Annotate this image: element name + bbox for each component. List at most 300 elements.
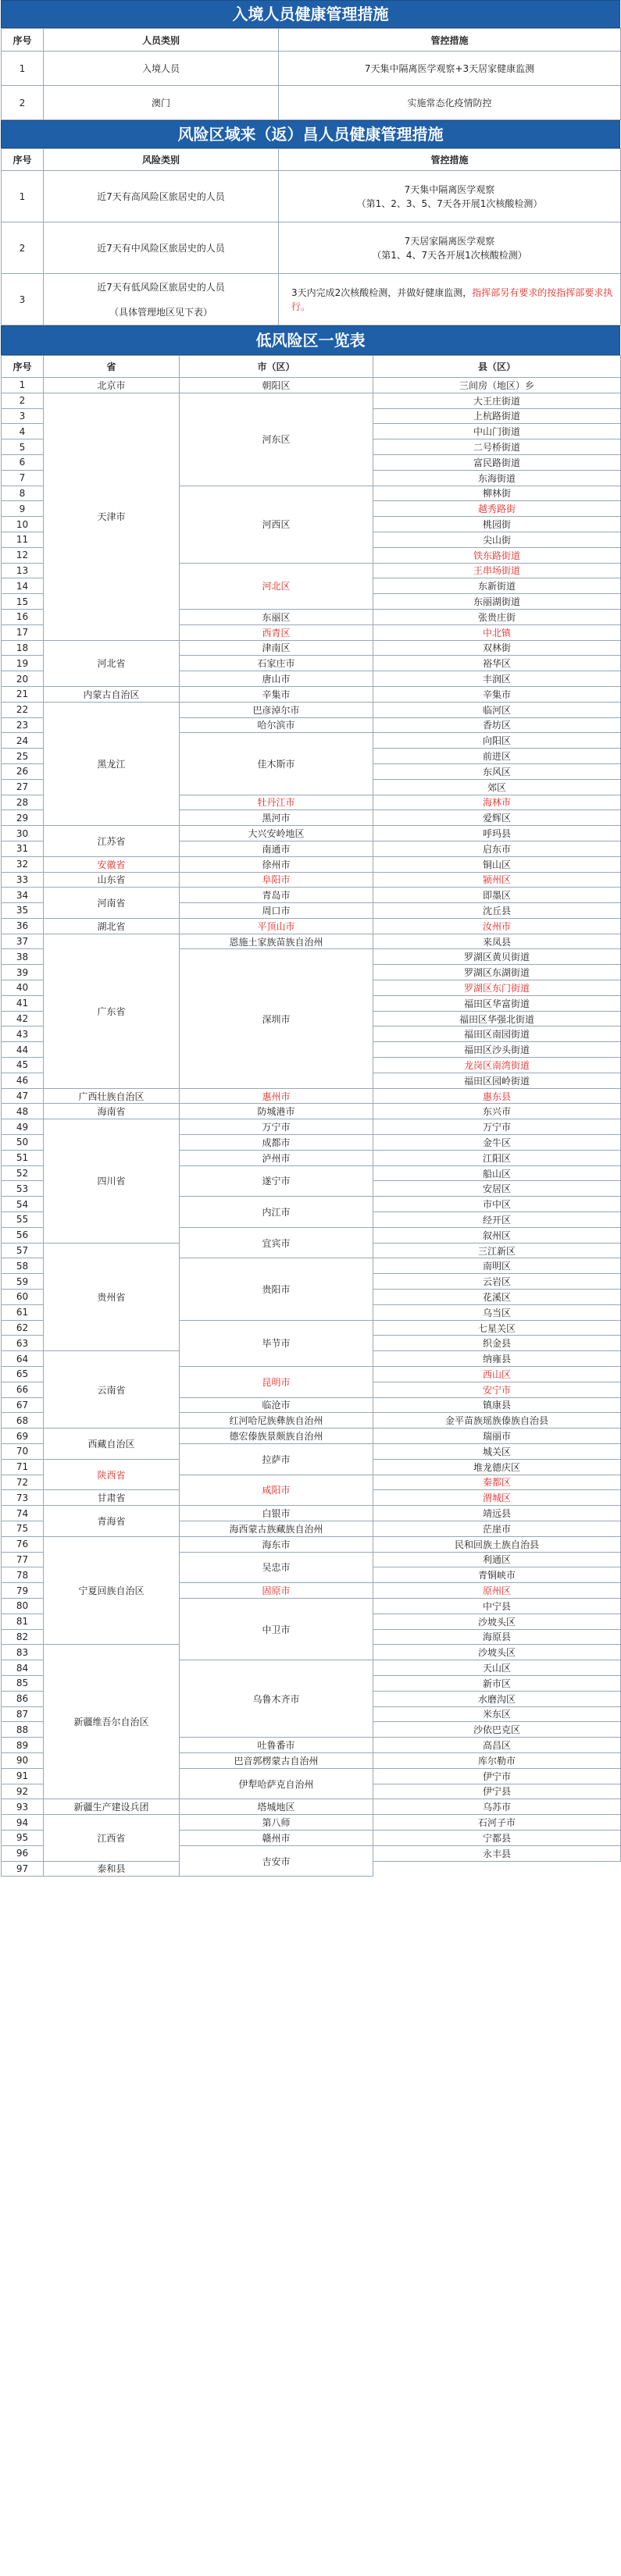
row-index: 79 [2, 1583, 44, 1599]
row-category: 澳门 [44, 86, 279, 120]
county-cell: 富民路街道 [373, 454, 621, 470]
province-cell: 江西省 [44, 1815, 180, 1861]
city-cell: 乌鲁木齐市 [180, 1660, 373, 1738]
policy-document [1, 0, 620, 1877]
row-index: 19 [2, 656, 44, 671]
county-cell: 前进区 [373, 749, 621, 764]
province-cell: 新疆生产建设兵团 [44, 1799, 180, 1815]
county-cell: 罗湖区东门街道 [373, 980, 621, 996]
row-index: 67 [2, 1397, 44, 1413]
county-cell: 东兴市 [373, 1104, 621, 1119]
city-cell: 佳木斯市 [180, 733, 373, 795]
table-row [2, 934, 621, 949]
city-cell: 河北区 [180, 563, 373, 609]
county-cell: 海林市 [373, 795, 621, 810]
county-cell: 海原县 [373, 1629, 621, 1645]
row-index: 1 [2, 52, 44, 86]
row-index: 12 [2, 547, 44, 563]
row-index: 22 [2, 702, 44, 717]
city-cell: 石家庄市 [180, 656, 373, 671]
county-cell: 秦都区 [373, 1475, 621, 1490]
measure-line: 7天居家隔离医学观察 [404, 235, 495, 247]
table-row [2, 640, 621, 656]
county-cell: 织金县 [373, 1336, 621, 1351]
county-cell: 库尔勒市 [373, 1752, 621, 1768]
row-index: 92 [2, 1784, 44, 1799]
county-cell: 中北镇 [373, 624, 621, 640]
row-index: 76 [2, 1536, 44, 1552]
row-index: 80 [2, 1598, 44, 1614]
table-row [2, 702, 621, 717]
county-cell: 云岩区 [373, 1274, 621, 1290]
table-row [2, 872, 621, 888]
county-cell: 中山门街道 [373, 424, 621, 439]
county-cell: 七星关区 [373, 1320, 621, 1336]
table-row [2, 222, 621, 274]
city-cell: 河东区 [180, 393, 373, 486]
row-index: 20 [2, 671, 44, 687]
row-index: 3 [2, 408, 44, 424]
province-cell: 甘肃省 [44, 1490, 180, 1506]
row-category [44, 274, 279, 326]
row-index: 18 [2, 640, 44, 656]
city-cell: 吉安市 [180, 1845, 373, 1877]
table-row [2, 1119, 621, 1135]
city-cell: 红河哈尼族彝族自治州 [180, 1413, 373, 1429]
city-cell: 平顶山市 [180, 918, 373, 934]
row-index: 61 [2, 1304, 44, 1320]
row-index: 33 [2, 872, 44, 888]
county-cell: 茫崖市 [373, 1521, 621, 1536]
city-cell: 第八师 [180, 1815, 373, 1831]
province-cell: 西藏自治区 [44, 1429, 180, 1460]
city-cell: 周口市 [180, 903, 373, 919]
row-index: 36 [2, 918, 44, 934]
row-index: 97 [2, 1861, 44, 1877]
category-text: 近7天有低风险区旅居史的人员 [97, 281, 225, 293]
county-cell: 镇康县 [373, 1397, 621, 1413]
county-cell: 江阳区 [373, 1150, 621, 1165]
county-cell: 乌当区 [373, 1304, 621, 1320]
province-cell: 广西壮族自治区 [44, 1088, 180, 1104]
row-index: 8 [2, 486, 44, 501]
city-cell: 临沧市 [180, 1397, 373, 1413]
row-index: 58 [2, 1258, 44, 1274]
county-cell: 罗湖区东湖街道 [373, 965, 621, 980]
city-cell: 吐鲁番市 [180, 1738, 373, 1753]
row-index: 68 [2, 1413, 44, 1429]
county-cell: 尖山街 [373, 532, 621, 547]
county-cell: 三江新区 [373, 1243, 621, 1258]
province-cell: 海南省 [44, 1104, 180, 1119]
city-cell: 徐州市 [180, 856, 373, 872]
city-cell: 万宁市 [180, 1119, 373, 1135]
county-cell: 来凤县 [373, 934, 621, 949]
table-row [2, 918, 621, 934]
row-index: 16 [2, 609, 44, 624]
city-cell: 河西区 [180, 486, 373, 563]
province-cell: 青海省 [44, 1506, 180, 1537]
province-cell: 北京市 [44, 378, 180, 393]
county-cell: 金平苗族瑶族傣族自治县 [373, 1413, 621, 1429]
county-cell: 大王庄街道 [373, 393, 621, 408]
row-index: 72 [2, 1475, 44, 1490]
province-cell: 河北省 [44, 640, 180, 686]
row-index: 86 [2, 1691, 44, 1706]
row-index: 1 [2, 171, 44, 222]
header-category: 风险类别 [44, 149, 279, 171]
row-index: 65 [2, 1367, 44, 1382]
city-cell: 巴音郭楞蒙古自治州 [180, 1752, 373, 1768]
row-measure: 实施常态化疫情防控 [279, 86, 621, 120]
row-index: 81 [2, 1614, 44, 1629]
county-cell: 市中区 [373, 1197, 621, 1212]
row-index: 37 [2, 934, 44, 949]
row-index: 69 [2, 1429, 44, 1444]
low-risk-table [1, 355, 621, 1877]
city-cell: 中卫市 [180, 1598, 373, 1660]
header-city: 市（区） [180, 356, 373, 378]
row-index: 43 [2, 1026, 44, 1042]
row-index: 96 [2, 1845, 44, 1861]
county-cell: 民和回族土族自治县 [373, 1536, 621, 1552]
county-cell: 罗湖区黄贝街道 [373, 949, 621, 965]
county-cell: 伊宁县 [373, 1784, 621, 1799]
county-cell: 香坊区 [373, 717, 621, 733]
row-index: 53 [2, 1181, 44, 1197]
province-cell: 内蒙古自治区 [44, 686, 180, 702]
row-measure [279, 274, 621, 326]
province-cell: 贵州省 [44, 1243, 180, 1351]
city-cell: 塔城地区 [180, 1799, 373, 1815]
header-measure: 管控措施 [279, 29, 621, 52]
county-cell: 桃园街 [373, 517, 621, 532]
table-row [2, 888, 621, 903]
county-cell: 爱辉区 [373, 810, 621, 826]
section3-header-row [2, 356, 621, 378]
county-cell: 上杭路街道 [373, 408, 621, 424]
measure-line: 7天集中隔离医学观察 [404, 183, 495, 195]
row-index: 78 [2, 1567, 44, 1583]
section2-title: 风险区域来（返）昌人员健康管理措施 [1, 120, 620, 148]
county-cell: 王串场街道 [373, 563, 621, 578]
row-index: 91 [2, 1768, 44, 1784]
row-index: 60 [2, 1290, 44, 1305]
table-row [2, 52, 621, 86]
county-cell: 叙州区 [373, 1227, 621, 1243]
row-index: 15 [2, 594, 44, 610]
city-cell: 泸州市 [180, 1150, 373, 1165]
row-index: 64 [2, 1351, 44, 1367]
city-cell: 赣州市 [180, 1830, 373, 1845]
city-cell: 海西蒙古族藏族自治州 [180, 1521, 373, 1536]
row-index: 28 [2, 795, 44, 810]
province-cell: 云南省 [44, 1351, 180, 1429]
city-cell: 恩施土家族苗族自治州 [180, 934, 373, 949]
province-cell: 江苏省 [44, 826, 180, 857]
county-cell: 船山区 [373, 1165, 621, 1181]
county-cell: 安宁市 [373, 1382, 621, 1397]
row-index: 55 [2, 1212, 44, 1228]
row-index: 82 [2, 1629, 44, 1645]
row-index: 89 [2, 1738, 44, 1753]
section1-title: 入境人员健康管理措施 [1, 0, 620, 28]
county-cell: 福田区华强北街道 [373, 1011, 621, 1026]
city-cell: 南通市 [180, 841, 373, 856]
city-cell: 白银市 [180, 1506, 373, 1521]
table-row [2, 686, 621, 702]
row-index: 52 [2, 1165, 44, 1181]
county-cell: 青铜峡市 [373, 1567, 621, 1583]
row-index: 54 [2, 1197, 44, 1212]
row-category: 入境人员 [44, 52, 279, 86]
row-measure: 7天集中隔离医学观察+3天居家健康监测 [279, 52, 621, 86]
city-cell: 海东市 [180, 1536, 373, 1552]
county-cell: 利通区 [373, 1552, 621, 1567]
county-cell: 即墨区 [373, 888, 621, 903]
row-index: 83 [2, 1645, 44, 1660]
county-cell: 天山区 [373, 1660, 621, 1676]
row-index: 93 [2, 1799, 44, 1815]
county-cell: 福田区沙头街道 [373, 1042, 621, 1058]
county-cell: 沙坡头区 [373, 1645, 621, 1660]
county-cell: 越秀路街 [373, 501, 621, 517]
province-cell: 天津市 [44, 393, 180, 640]
row-index: 4 [2, 424, 44, 439]
row-index: 41 [2, 995, 44, 1011]
city-cell: 贵阳市 [180, 1258, 373, 1320]
header-index: 序号 [2, 356, 44, 378]
city-cell: 西青区 [180, 624, 373, 640]
header-measure: 管控措施 [279, 149, 621, 171]
county-cell: 瑞丽市 [373, 1429, 621, 1444]
county-cell: 西山区 [373, 1367, 621, 1382]
table-row [2, 86, 621, 120]
row-category: 近7天有高风险区旅居史的人员 [44, 171, 279, 222]
province-cell: 宁夏回族自治区 [44, 1536, 180, 1645]
county-cell: 水磨沟区 [373, 1691, 621, 1706]
county-cell: 呼玛县 [373, 826, 621, 841]
row-index: 30 [2, 826, 44, 841]
row-index: 9 [2, 501, 44, 517]
measure-text: 3天内完成2次核酸检测，并做好健康监测， [291, 286, 473, 298]
province-cell: 四川省 [44, 1119, 180, 1243]
county-cell: 渭城区 [373, 1490, 621, 1506]
city-cell: 青岛市 [180, 888, 373, 903]
header-province: 省 [44, 356, 180, 378]
section2-header-row [2, 149, 621, 171]
row-index: 62 [2, 1320, 44, 1336]
city-cell: 深圳市 [180, 949, 373, 1088]
county-cell: 伊宁市 [373, 1768, 621, 1784]
row-index: 29 [2, 810, 44, 826]
city-cell: 东丽区 [180, 609, 373, 624]
county-cell: 南明区 [373, 1258, 621, 1274]
row-index: 21 [2, 686, 44, 702]
county-cell: 原州区 [373, 1583, 621, 1599]
county-cell: 永丰县 [373, 1845, 621, 1861]
county-cell: 经开区 [373, 1212, 621, 1228]
row-index: 77 [2, 1552, 44, 1567]
city-cell: 唐山市 [180, 671, 373, 687]
county-cell: 颍州区 [373, 872, 621, 888]
row-index: 5 [2, 439, 44, 455]
row-index: 2 [2, 393, 44, 408]
city-cell: 朝阳区 [180, 378, 373, 393]
county-cell: 城关区 [373, 1443, 621, 1459]
county-cell: 柳林街 [373, 486, 621, 501]
province-cell: 广东省 [44, 934, 180, 1088]
county-cell: 沙依巴克区 [373, 1722, 621, 1738]
county-cell: 启东市 [373, 841, 621, 856]
table-row [2, 826, 621, 841]
city-cell: 辛集市 [180, 686, 373, 702]
city-cell: 德宏傣族景颇族自治州 [180, 1429, 373, 1444]
section3-title: 低风险区一览表 [1, 326, 620, 355]
city-cell: 昆明市 [180, 1367, 373, 1398]
city-cell: 咸阳市 [180, 1475, 373, 1506]
county-cell: 中宁县 [373, 1598, 621, 1614]
county-cell: 乌苏市 [373, 1799, 621, 1815]
province-cell: 安徽省 [44, 856, 180, 872]
table-row [2, 274, 621, 326]
table-row [2, 1429, 621, 1444]
row-index: 87 [2, 1706, 44, 1722]
city-cell: 毕节市 [180, 1320, 373, 1366]
table-row [2, 1799, 621, 1815]
row-index: 88 [2, 1722, 44, 1738]
header-category: 人员类别 [44, 29, 279, 52]
row-measure [279, 171, 621, 222]
county-cell: 辛集市 [373, 686, 621, 702]
city-cell: 伊犁哈萨克自治州 [180, 1768, 373, 1799]
province-cell: 山东省 [44, 872, 180, 888]
row-index: 7 [2, 470, 44, 486]
row-index: 50 [2, 1135, 44, 1151]
measure-highlight: 指挥部另有要求的按指挥部要求执行。 [291, 286, 613, 312]
row-index: 70 [2, 1443, 44, 1459]
county-cell: 金牛区 [373, 1135, 621, 1151]
section1-header-row [2, 29, 621, 52]
row-index: 39 [2, 965, 44, 980]
row-index: 32 [2, 856, 44, 872]
table-row [2, 378, 621, 393]
row-index: 27 [2, 779, 44, 795]
county-cell: 临河区 [373, 702, 621, 717]
province-cell: 陕西省 [44, 1459, 180, 1490]
table-row [2, 171, 621, 222]
table-row [2, 1506, 621, 1521]
county-cell: 万宁市 [373, 1119, 621, 1135]
table-row [2, 856, 621, 872]
row-index: 47 [2, 1088, 44, 1104]
city-cell: 黑河市 [180, 810, 373, 826]
county-cell: 丰润区 [373, 671, 621, 687]
county-cell: 纳雍县 [373, 1351, 621, 1367]
row-index: 63 [2, 1336, 44, 1351]
row-index: 46 [2, 1073, 44, 1088]
county-cell: 泰和县 [44, 1861, 180, 1877]
county-cell: 新市区 [373, 1675, 621, 1691]
county-cell: 高昌区 [373, 1738, 621, 1753]
row-index: 13 [2, 563, 44, 578]
county-cell: 花溪区 [373, 1290, 621, 1305]
city-cell: 成都市 [180, 1135, 373, 1151]
row-index: 26 [2, 763, 44, 779]
row-index: 25 [2, 749, 44, 764]
row-index: 1 [2, 378, 44, 393]
row-index: 23 [2, 717, 44, 733]
province-cell: 新疆维吾尔自治区 [44, 1645, 180, 1799]
county-cell: 东风区 [373, 763, 621, 779]
row-index: 71 [2, 1459, 44, 1475]
city-cell: 拉萨市 [180, 1443, 373, 1475]
county-cell: 汝州市 [373, 918, 621, 934]
row-index: 56 [2, 1227, 44, 1243]
county-cell: 双林街 [373, 640, 621, 656]
row-index: 44 [2, 1042, 44, 1058]
section1-table [1, 28, 621, 120]
section2-table [1, 148, 621, 326]
row-index: 74 [2, 1506, 44, 1521]
row-index: 2 [2, 86, 44, 120]
city-cell: 惠州市 [180, 1088, 373, 1104]
county-cell: 靖远县 [373, 1506, 621, 1521]
row-index: 90 [2, 1752, 44, 1768]
row-category: 近7天有中风险区旅居史的人员 [44, 222, 279, 274]
row-index: 59 [2, 1274, 44, 1290]
county-cell: 福田区南园街道 [373, 1026, 621, 1042]
county-cell: 堆龙德庆区 [373, 1459, 621, 1475]
county-cell: 张贵庄街 [373, 609, 621, 624]
row-index: 73 [2, 1490, 44, 1506]
row-index: 11 [2, 532, 44, 547]
county-cell: 福田区园岭街道 [373, 1073, 621, 1088]
city-cell: 阜阳市 [180, 872, 373, 888]
city-cell: 大兴安岭地区 [180, 826, 373, 841]
county-cell: 沙坡头区 [373, 1614, 621, 1629]
county-cell: 铁东路街道 [373, 547, 621, 563]
table-row [2, 1104, 621, 1119]
county-cell: 福田区华富街道 [373, 995, 621, 1011]
county-cell: 米东区 [373, 1706, 621, 1722]
row-index: 45 [2, 1058, 44, 1073]
header-index: 序号 [2, 29, 44, 52]
row-index: 94 [2, 1815, 44, 1831]
row-index: 40 [2, 980, 44, 996]
row-index: 57 [2, 1243, 44, 1258]
row-index: 95 [2, 1830, 44, 1845]
row-index: 3 [2, 274, 44, 326]
county-cell: 三间房（地区）乡 [373, 378, 621, 393]
city-cell: 津南区 [180, 640, 373, 656]
county-cell: 惠东县 [373, 1088, 621, 1104]
county-cell: 宁都县 [373, 1830, 621, 1845]
row-index: 17 [2, 624, 44, 640]
city-cell: 吴忠市 [180, 1552, 373, 1583]
county-cell: 向阳区 [373, 733, 621, 749]
city-cell: 固原市 [180, 1583, 373, 1599]
county-cell: 东丽湖街道 [373, 594, 621, 610]
row-index: 31 [2, 841, 44, 856]
row-index: 38 [2, 949, 44, 965]
county-cell: 郊区 [373, 779, 621, 795]
row-index: 6 [2, 454, 44, 470]
table-row [2, 1536, 621, 1552]
county-cell: 铜山区 [373, 856, 621, 872]
city-cell: 遂宁市 [180, 1165, 373, 1197]
county-cell: 东海街道 [373, 470, 621, 486]
